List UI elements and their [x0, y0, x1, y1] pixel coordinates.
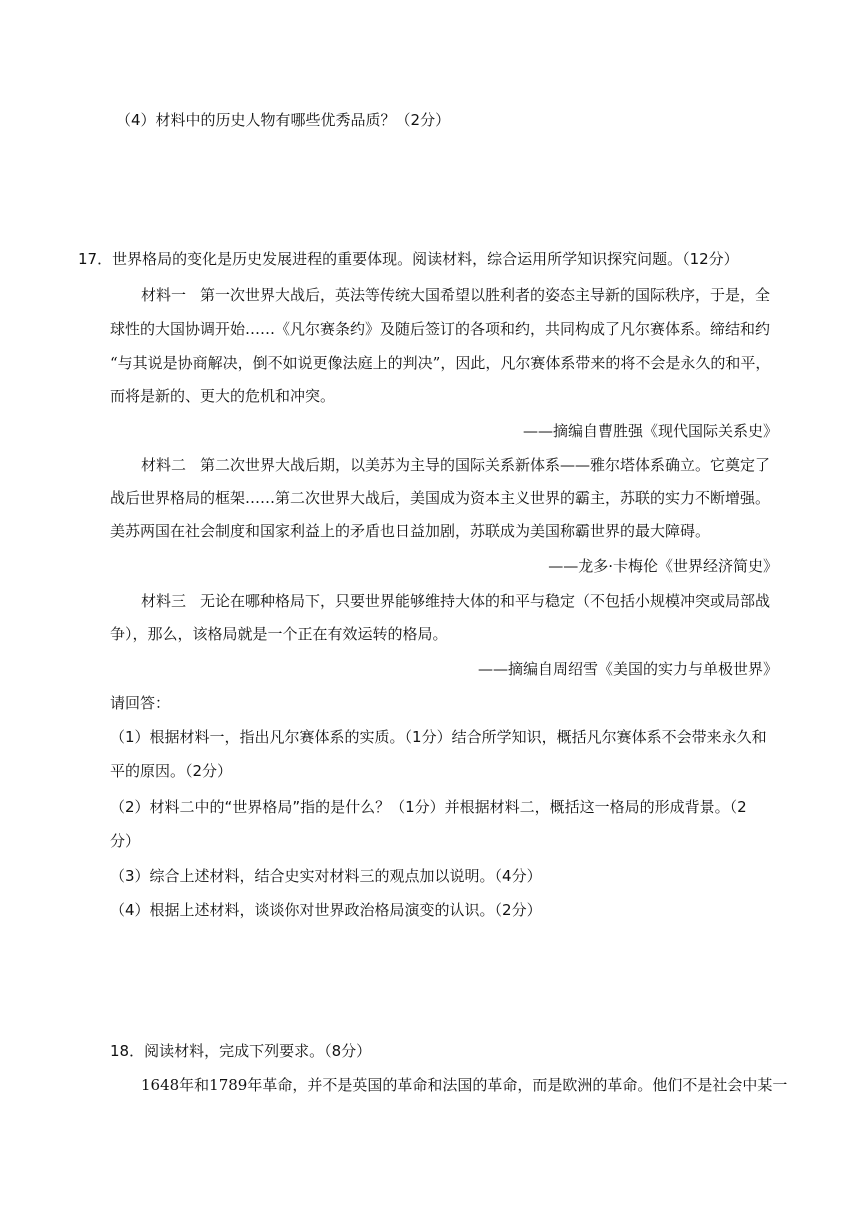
sub-question-line: 分）: [110, 832, 141, 850]
question-number: 17．: [78, 250, 113, 268]
sub-question-line: （2）材料二中的“世界格局”指的是什么？（1分）并根据材料二，概括这一格局的形成背景。（2: [110, 798, 747, 816]
material-line: “与其说是协商解决，倒不如说更像法庭上的判决”，因此，凡尔赛体系带来的将不会是永久的和平，: [110, 354, 771, 372]
question-text: 阅读材料，完成下列要求。（8分）: [144, 1042, 372, 1060]
question-text: 世界格局的变化是历史发展进程的重要体现。阅读材料，综合运用所学知识探究问题。（12分）: [112, 250, 739, 268]
material-line: 无论在哪种格局下，只要世界能够维持大体的和平与稳定（不包括小规模冲突或局部战: [200, 592, 771, 610]
material-line: 美苏两国在社会制度和国家利益上的矛盾也日益加剧，苏联成为美国称霸世界的最大障碍。: [110, 522, 711, 540]
material-line: 第一次世界大战后，英法等传统大国希望以胜利者的姿态主导新的国际秩序，于是，全: [200, 286, 771, 304]
material-source: ——摘编自周绍雪《美国的实力与单极世界》: [477, 660, 778, 678]
material-line: 1648年和1789年革命，并不是英国的革命和法国的革命，而是欧洲的革命。他们不是社会中某一: [141, 1076, 788, 1094]
material-line: 球性的大国协调开始……《凡尔赛条约》及随后签订的各项和约，共同构成了凡尔赛体系。缔结和约: [110, 320, 771, 338]
material-line: 第二次世界大战后期，以美苏为主导的国际关系新体系——雅尔塔体系确立。它奠定了: [200, 456, 771, 474]
sub-question-line: （3）综合上述材料，结合史实对材料三的观点加以说明。（4分）: [110, 867, 542, 885]
material-source: ——龙多·卡梅伦《世界经济简史》: [548, 557, 778, 575]
answer-prompt: 请回答：: [110, 694, 171, 712]
material-label: 材料二: [141, 456, 187, 474]
material-label: 材料三: [141, 592, 187, 610]
question-17-stem: [78, 249, 739, 269]
question-18-stem: [110, 1041, 371, 1061]
material-line: 而将是新的、更大的危机和冲突。: [110, 387, 336, 405]
sub-question-line: （1）根据材料一，指出凡尔赛体系的实质。（1分）结合所学知识，概括凡尔赛体系不会带来永久和: [110, 728, 767, 746]
sub-question-line: （4）根据上述材料，谈谈你对世界政治格局演变的认识。（2分）: [110, 901, 542, 919]
material-label: 材料一: [141, 286, 187, 304]
sub-question-line: 平的原因。（2分）: [110, 762, 233, 780]
material-source: ——摘编自曹胜强《现代国际关系史》: [522, 422, 778, 440]
question-16-sub-4: （4）材料中的历史人物有哪些优秀品质？（2分）: [116, 111, 451, 129]
material-line: 争），那么，该格局就是一个正在有效运转的格局。: [110, 625, 448, 643]
question-number: 18．: [110, 1042, 145, 1060]
material-line: 战后世界格局的框架……第二次世界大战后，美国成为资本主义世界的霸主，苏联的实力不断增强。: [110, 489, 771, 507]
